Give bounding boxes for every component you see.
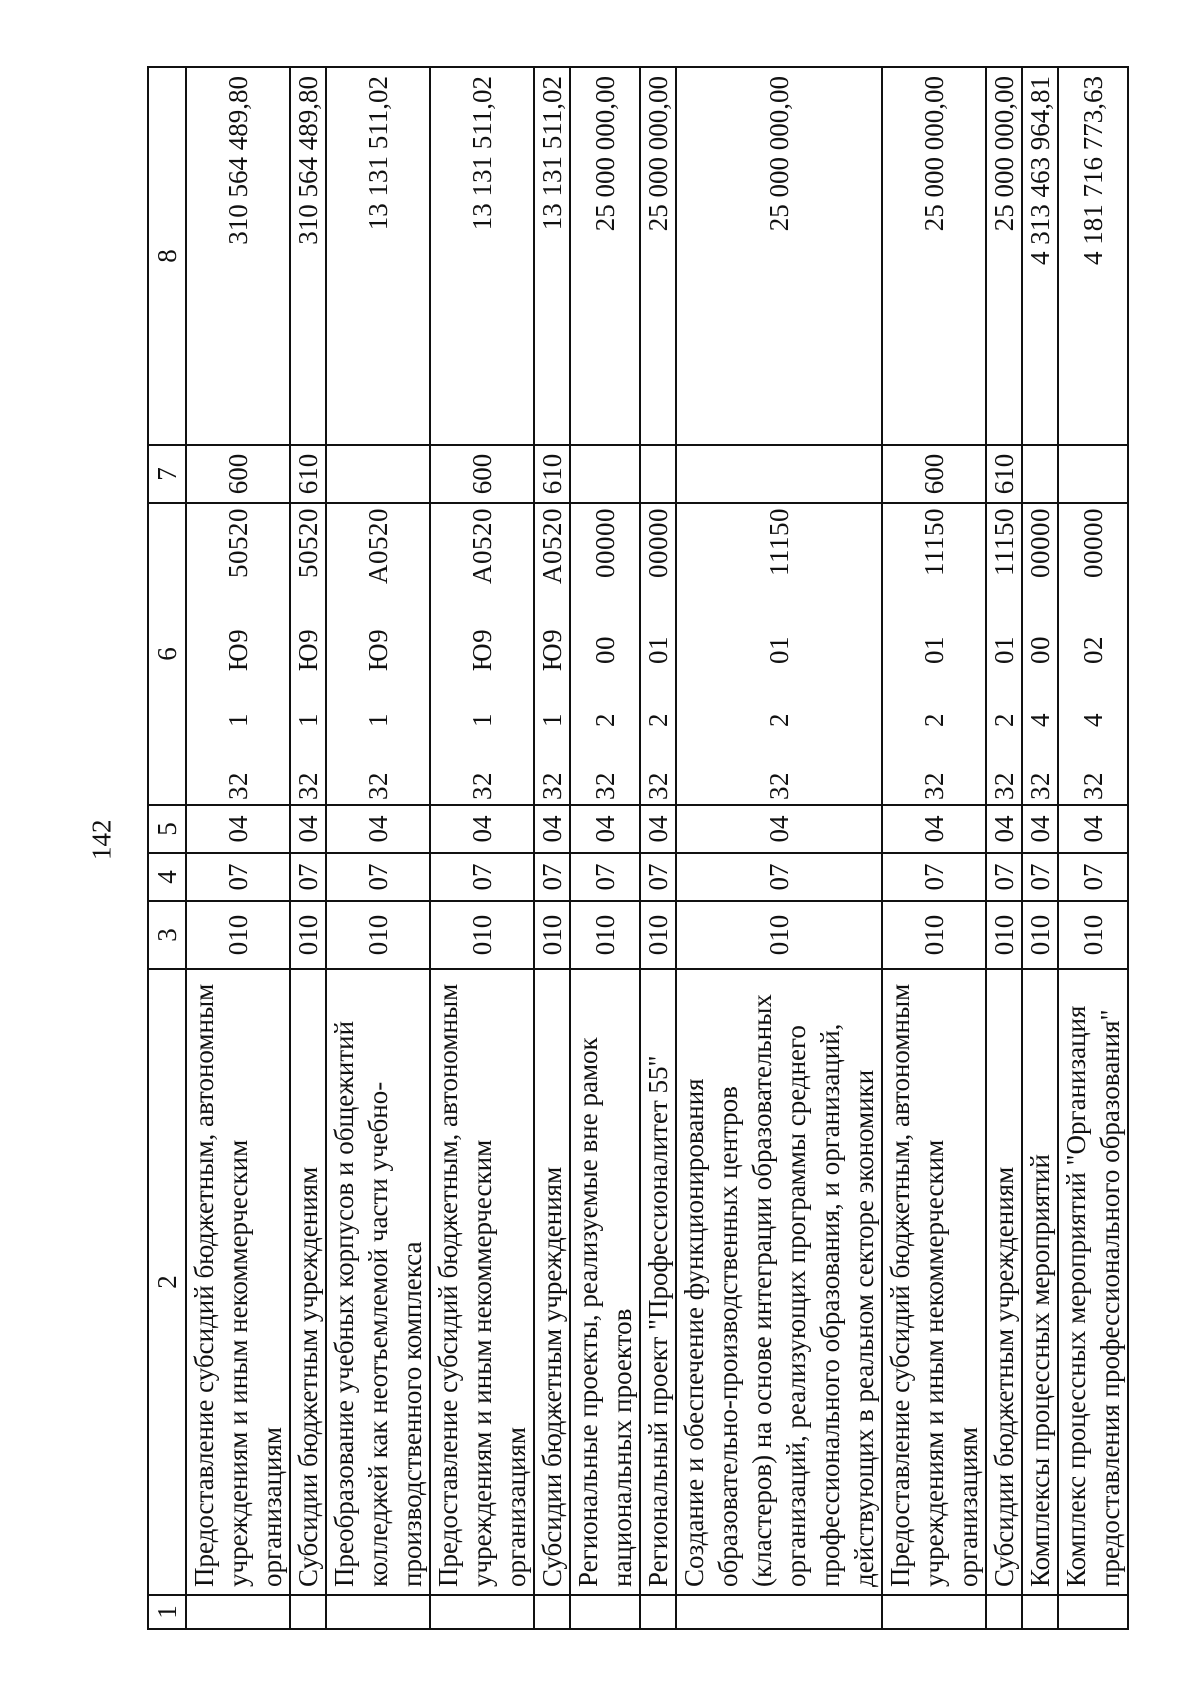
program-code: 32	[919, 772, 949, 800]
table-row	[534, 67, 570, 1629]
ministry-code-cell: 010	[1022, 901, 1058, 969]
table-row	[326, 67, 430, 1629]
event-code: Ю9	[537, 628, 567, 672]
row-number-cell	[676, 1595, 882, 1629]
row-number-cell	[290, 1595, 326, 1629]
column-header: 1	[148, 1595, 186, 1629]
row-number-cell	[430, 1595, 534, 1629]
item-name-cell: Комплекс процессных мероприятий "Организация предоставления профессионального образования"	[1058, 969, 1128, 1595]
subprogram-code: 1	[537, 713, 567, 727]
amount-cell: 13 131 511,02	[326, 67, 430, 445]
item-name-cell: Региональные проекты, реализуемые вне рамок национальных проектов	[570, 969, 640, 1595]
ministry-code-cell: 010	[676, 901, 882, 969]
ministry-code-cell: 010	[640, 901, 676, 969]
subsection-code-cell: 04	[570, 805, 640, 853]
subprogram-code: 1	[223, 713, 253, 727]
ministry-code-cell: 010	[986, 901, 1022, 969]
target-article-cell	[570, 503, 640, 805]
program-code: 32	[537, 772, 567, 800]
subprogram-code: 2	[764, 713, 794, 727]
item-name-cell: Субсидии бюджетным учреждениям	[534, 969, 570, 1595]
ministry-code-cell: 010	[290, 901, 326, 969]
event-code: Ю9	[293, 628, 323, 672]
item-name-cell: Преобразование учебных корпусов и общежитий колледжей как неотъемлемой части учебно-производственного комплекса	[326, 969, 430, 1595]
target-article-cell	[326, 503, 430, 805]
subprogram-code: 2	[590, 713, 620, 727]
subprogram-code: 1	[363, 713, 393, 727]
program-code: 32	[1078, 772, 1108, 800]
subprogram-code: 4	[1078, 713, 1108, 727]
ministry-code-cell: 010	[570, 901, 640, 969]
item-name-cell: Субсидии бюджетным учреждениям	[986, 969, 1022, 1595]
expense-type-cell	[1058, 445, 1128, 503]
subsection-code-cell: 04	[986, 805, 1022, 853]
section-code-cell: 07	[1058, 853, 1128, 901]
row-number-cell	[1058, 1595, 1128, 1629]
direction-code: 00000	[1078, 508, 1108, 578]
table-row	[430, 67, 534, 1629]
amount-cell: 4 313 463 964,81	[1022, 67, 1058, 445]
expense-type-cell	[326, 445, 430, 503]
program-code: 32	[223, 772, 253, 800]
expense-type-cell	[640, 445, 676, 503]
expense-type-cell	[570, 445, 640, 503]
item-name-cell: Предоставление субсидий бюджетным, автономным учреждениям и иным некоммерческим организациям	[186, 969, 290, 1595]
direction-code: 50520	[293, 508, 323, 578]
page-number: 142	[86, 819, 117, 860]
amount-cell: 310 564 489,80	[290, 67, 326, 445]
rotated-page-content	[147, 68, 1157, 1630]
event-code: Ю9	[363, 628, 393, 672]
amount-cell: 310 564 489,80	[186, 67, 290, 445]
section-code-cell: 07	[986, 853, 1022, 901]
column-header: 8	[148, 67, 186, 445]
column-header: 4	[148, 853, 186, 901]
program-code: 32	[989, 772, 1019, 800]
row-number-cell	[640, 1595, 676, 1629]
direction-code: 50520	[223, 508, 253, 578]
item-name-cell: Комплексы процессных мероприятий	[1022, 969, 1058, 1595]
ministry-code-cell: 010	[186, 901, 290, 969]
subsection-code-cell: 04	[1022, 805, 1058, 853]
event-code: 00	[1025, 636, 1055, 664]
row-number-cell	[534, 1595, 570, 1629]
target-article-cell	[882, 503, 986, 805]
section-code-cell: 07	[430, 853, 534, 901]
program-code: 32	[643, 772, 673, 800]
expense-type-cell	[1022, 445, 1058, 503]
header-row	[148, 67, 186, 1629]
expense-type-cell: 600	[186, 445, 290, 503]
program-code: 32	[467, 772, 497, 800]
subsection-code-cell: 04	[882, 805, 986, 853]
item-name-cell: Субсидии бюджетным учреждениям	[290, 969, 326, 1595]
section-code-cell: 07	[882, 853, 986, 901]
subsection-code-cell: 04	[1058, 805, 1128, 853]
direction-code: 11150	[989, 508, 1019, 576]
target-article-cell	[640, 503, 676, 805]
target-article-cell	[430, 503, 534, 805]
program-code: 32	[590, 772, 620, 800]
program-code: 32	[363, 772, 393, 800]
target-article-cell	[290, 503, 326, 805]
table-row	[186, 67, 290, 1629]
column-header: 5	[148, 805, 186, 853]
subsection-code-cell: 04	[430, 805, 534, 853]
expense-type-cell: 610	[986, 445, 1022, 503]
section-code-cell: 07	[326, 853, 430, 901]
subsection-code-cell: 04	[326, 805, 430, 853]
subsection-code-cell: 04	[534, 805, 570, 853]
table-row	[640, 67, 676, 1629]
table-row	[570, 67, 640, 1629]
section-code-cell: 07	[1022, 853, 1058, 901]
event-code: 01	[643, 636, 673, 664]
table-row	[290, 67, 326, 1629]
subsection-code-cell: 04	[676, 805, 882, 853]
table-row	[1022, 67, 1058, 1629]
target-article-cell	[676, 503, 882, 805]
expense-type-cell: 600	[882, 445, 986, 503]
expense-type-cell: 610	[534, 445, 570, 503]
expense-type-cell: 610	[290, 445, 326, 503]
row-number-cell	[186, 1595, 290, 1629]
event-code: 01	[919, 636, 949, 664]
event-code: 01	[764, 636, 794, 664]
ministry-code-cell: 010	[430, 901, 534, 969]
expense-type-cell	[676, 445, 882, 503]
direction-code: 11150	[919, 508, 949, 576]
event-code: 02	[1078, 636, 1108, 664]
event-code: 00	[590, 636, 620, 664]
amount-cell: 25 000 000,00	[986, 67, 1022, 445]
direction-code: A0520	[537, 508, 567, 584]
row-number-cell	[882, 1595, 986, 1629]
subprogram-code: 1	[467, 713, 497, 727]
section-code-cell: 07	[534, 853, 570, 901]
item-name-cell: Создание и обеспечение функционирования образовательно-производственных центров (кластеров) на основе интеграции образовательных организаций, реализующих программы среднего профессионального образования, и организаций, действующих в реальном секторе экономики	[676, 969, 882, 1595]
table-row	[882, 67, 986, 1629]
section-code-cell: 07	[186, 853, 290, 901]
item-name-cell: Предоставление субсидий бюджетным, автономным учреждениям и иным некоммерческим организациям	[430, 969, 534, 1595]
event-code: 01	[989, 636, 1019, 664]
ministry-code-cell: 010	[534, 901, 570, 969]
ministry-code-cell: 010	[326, 901, 430, 969]
target-article-cell	[1058, 503, 1128, 805]
direction-code: 11150	[764, 508, 794, 576]
target-article-cell	[534, 503, 570, 805]
amount-cell: 13 131 511,02	[534, 67, 570, 445]
column-header: 3	[148, 901, 186, 969]
item-name-cell: Региональный проект "Профессионалитет 55"	[640, 969, 676, 1595]
table-row	[1058, 67, 1128, 1629]
subsection-code-cell: 04	[640, 805, 676, 853]
direction-code: 00000	[643, 508, 673, 578]
event-code: Ю9	[467, 628, 497, 672]
program-code: 32	[1025, 772, 1055, 800]
program-code: 32	[293, 772, 323, 800]
column-header: 2	[148, 969, 186, 1595]
subprogram-code: 2	[989, 713, 1019, 727]
event-code: Ю9	[223, 628, 253, 672]
section-code-cell: 07	[676, 853, 882, 901]
amount-cell: 4 181 716 773,63	[1058, 67, 1128, 445]
table-row	[676, 67, 882, 1629]
ministry-code-cell: 010	[882, 901, 986, 969]
direction-code: A0520	[363, 508, 393, 584]
item-name-cell: Предоставление субсидий бюджетным, автономным учреждениям и иным некоммерческим организациям	[882, 969, 986, 1595]
amount-cell: 25 000 000,00	[640, 67, 676, 445]
amount-cell: 25 000 000,00	[570, 67, 640, 445]
direction-code: 00000	[1025, 508, 1055, 578]
target-article-cell	[1022, 503, 1058, 805]
column-header: 6	[148, 503, 186, 805]
amount-cell: 13 131 511,02	[430, 67, 534, 445]
direction-code: 00000	[590, 508, 620, 578]
budget-table	[147, 66, 1129, 1630]
subprogram-code: 4	[1025, 713, 1055, 727]
amount-cell: 25 000 000,00	[676, 67, 882, 445]
row-number-cell	[1022, 1595, 1058, 1629]
section-code-cell: 07	[290, 853, 326, 901]
row-number-cell	[326, 1595, 430, 1629]
direction-code: A0520	[467, 508, 497, 584]
subprogram-code: 2	[919, 713, 949, 727]
row-number-cell	[986, 1595, 1022, 1629]
subsection-code-cell: 04	[186, 805, 290, 853]
program-code: 32	[764, 772, 794, 800]
section-code-cell: 07	[640, 853, 676, 901]
section-code-cell: 07	[570, 853, 640, 901]
table-row	[986, 67, 1022, 1629]
row-number-cell	[570, 1595, 640, 1629]
ministry-code-cell: 010	[1058, 901, 1128, 969]
target-article-cell	[186, 503, 290, 805]
target-article-cell	[986, 503, 1022, 805]
subprogram-code: 1	[293, 713, 323, 727]
expense-type-cell: 600	[430, 445, 534, 503]
subprogram-code: 2	[643, 713, 673, 727]
subsection-code-cell: 04	[290, 805, 326, 853]
amount-cell: 25 000 000,00	[882, 67, 986, 445]
column-header: 7	[148, 445, 186, 503]
